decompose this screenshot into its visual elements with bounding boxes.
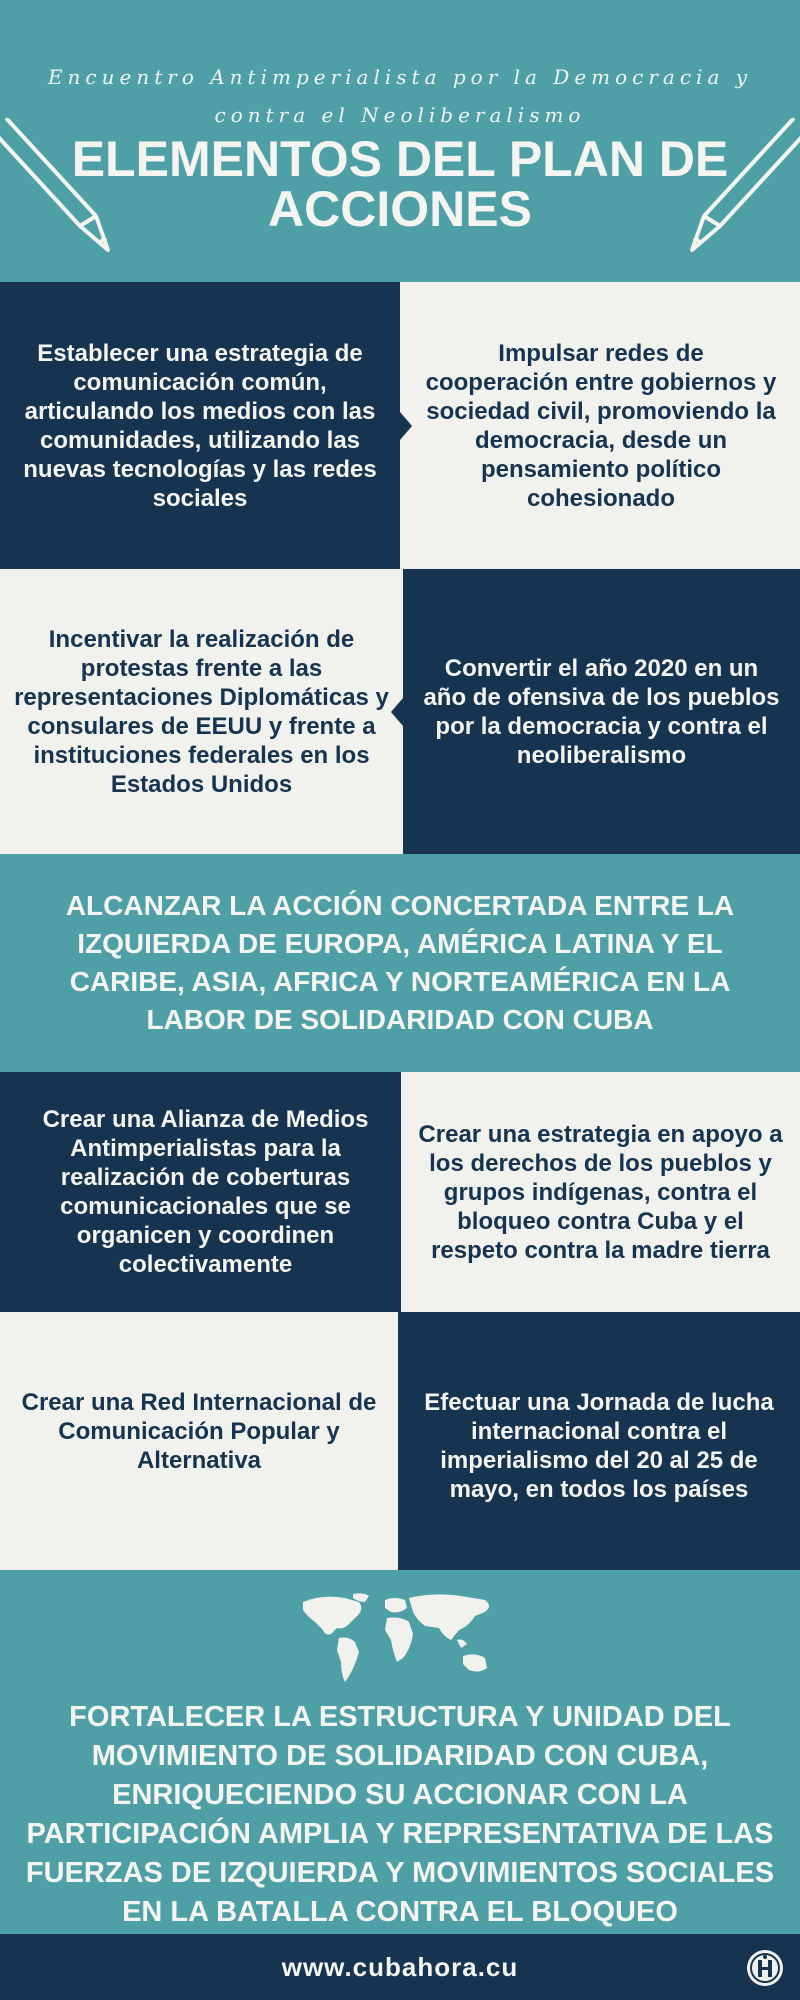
- subtitle: Encuentro Antimperialista por la Democracia y contra el Neoliberalismo: [47, 65, 753, 127]
- highlight-band: ALCANZAR LA ACCIÓN CONCERTADA ENTRE LA IZQUIERDA DE EUROPA, AMÉRICA LATINA Y EL CARIBE, ASIA, AFRICA Y NORTEAMÉRICA EN LA LABOR DE SOLIDARIDAD CON CUBA: [0, 854, 800, 1072]
- action-item-3: Incentivar la realización de protestas frente a las representaciones Diplomáticas y consulares de EEUU y frente a instituciones federales en los Estados Unidos: [0, 569, 403, 854]
- header: [0, 0, 800, 282]
- action-item-8: Efectuar una Jornada de lucha internacional contra el imperialismo del 20 al 25 de mayo, en todos los países: [398, 1312, 800, 1570]
- pointer-arrow: [391, 698, 403, 726]
- cubahora-logo-icon: [745, 1948, 785, 1988]
- action-item-7: Crear una Red Internacional de Comunicación Popular y Alternativa: [0, 1312, 398, 1570]
- website-link[interactable]: www.cubahora.cu: [281, 1952, 519, 1982]
- page-title: ELEMENTOS DEL PLAN DE ACCIONES: [71, 131, 729, 237]
- action-item-6: Crear una estrategia en apoyo a los derechos de los pueblos y grupos indígenas, contra el bloqueo contra Cuba y el respeto contra la madre tierra: [401, 1072, 800, 1312]
- world-map-icon: [293, 1590, 503, 1690]
- action-item-5: Crear una Alianza de Medios Antimperialistas para la realización de coberturas comunicacionales que se organicen y coordinen colectivamente: [0, 1072, 401, 1312]
- action-item-2: Impulsar redes de cooperación entre gobiernos y sociedad civil, promoviendo la democracia, desde un pensamiento político cohesionado: [400, 282, 800, 569]
- action-item-1: Establecer una estrategia de comunicación común, articulando los medios con las comunidades, utilizando las nuevas tecnologías y las redes sociales: [0, 282, 400, 569]
- footer: [0, 1934, 800, 2000]
- action-item-4: Convertir el año 2020 en un año de ofensiva de los pueblos por la democracia y contra el neoliberalismo: [403, 569, 800, 854]
- pointer-arrow: [400, 412, 412, 440]
- closing-band: FORTALECER LA ESTRUCTURA Y UNIDAD DEL MOVIMIENTO DE SOLIDARIDAD CON CUBA, ENRIQUECIENDO SU ACCIONAR CON LA PARTICIPACIÓN AMPLIA Y REPRESENTATIVA DE LAS FUERZAS DE IZQUIERDA Y MOVIMIENTOS SOCIALES EN LA BATALLA CONTRA EL BLOQUEO: [0, 1570, 800, 1934]
